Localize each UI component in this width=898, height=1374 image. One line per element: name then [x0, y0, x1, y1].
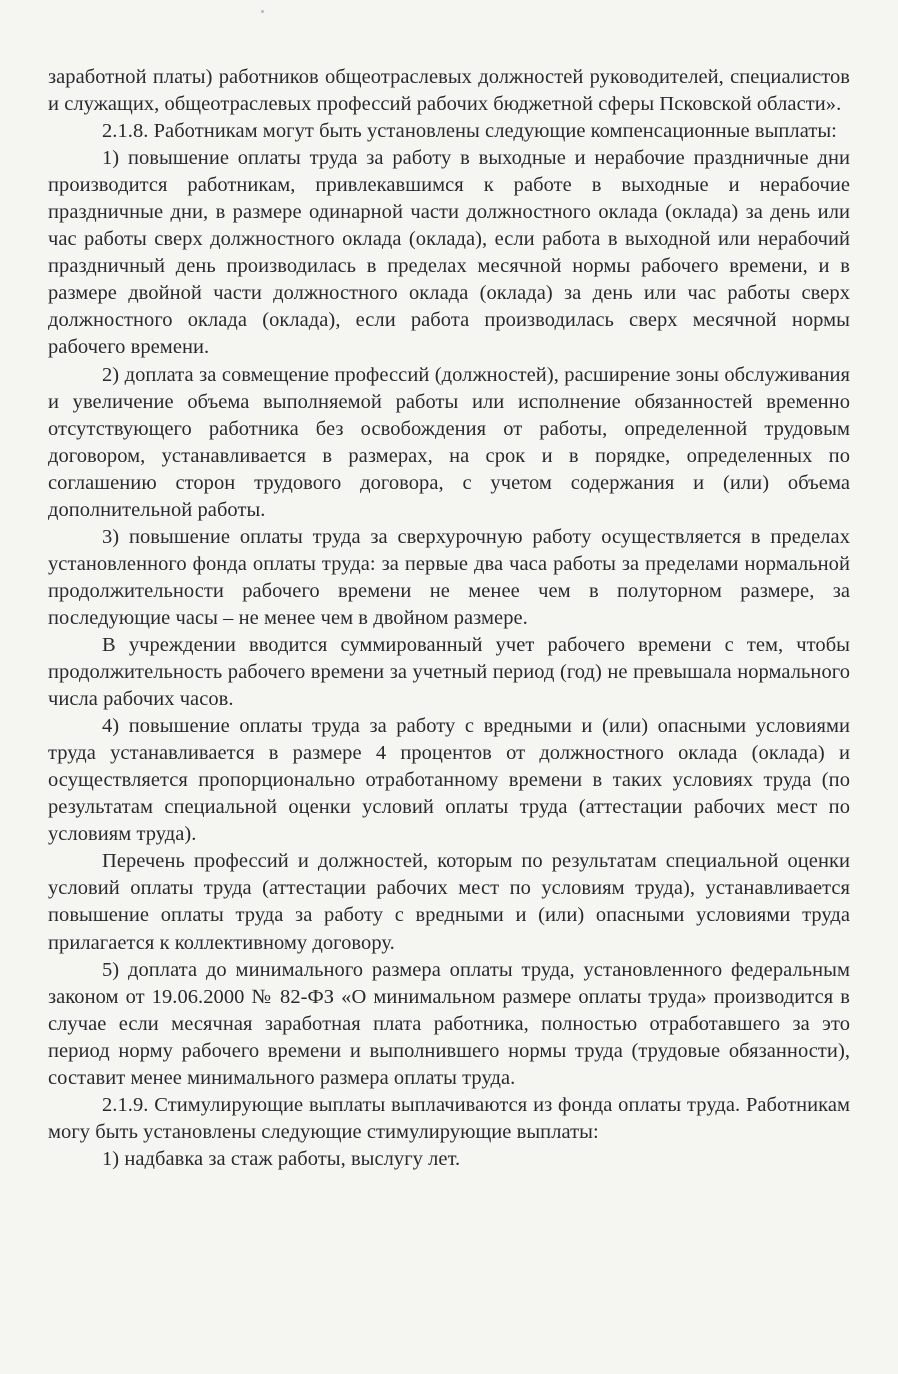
paragraph-item-4-hazardous-pay: 4) повышение оплаты труда за работу с вредными и (или) опасными условиями труда устанавливается в размере 4 процентов от должностного оклада (оклада) и осуществляется пропорционально отработанному времени в таких условиях труда (по результатам специальной оценки условий оплаты труда (аттестации рабочих мест по условиям труда). [48, 715, 850, 846]
paragraph-item-5-minimum-wage: 5) доплата до минимального размера оплаты труда, установленного федеральным законом от 19.06.2000 № 82-ФЗ «О минимальном размере оплаты труда» производится в случае если месячная заработная плата работника, полностью отработавшего за это период норму рабочего времени и выполнившего нормы труда (трудовые обязанности), составит менее минимального размера оплаты труда. [48, 958, 850, 1089]
paragraph-summarized-accounting: В учреждении вводится суммированный учет рабочего времени с тем, чтобы продолжительность рабочего времени за учетный период (год) не превышала нормального числа рабочих часов. [48, 633, 850, 711]
scan-speck [261, 10, 264, 13]
paragraph-2-1-9: 2.1.9. Стимулирующие выплаты выплачиваются из фонда оплаты труда. Работникам могу быть установлены следующие стимулирующие выплаты: [48, 1093, 850, 1143]
paragraph-seniority-bonus: 1) надбавка за стаж работы, выслугу лет. [102, 1147, 461, 1170]
document-body [48, 64, 850, 1173]
paragraph-professions-list: Перечень профессий и должностей, которым по результатам специальной оценки условий оплаты труда (аттестации рабочих мест по условиям труда), устанавливается повышение оплаты труда за работу с вредными и (или) опасными условиями труда прилагается к коллективному договору. [48, 850, 850, 954]
paragraph-continuation: заработной платы) работников общеотраслевых должностей руководителей, специалистов и служащих, общеотраслевых профессий рабочих бюджетной сферы Псковской области». [48, 66, 850, 116]
paragraph-item-2-combination-pay: 2) доплата за совмещение профессий (должностей), расширение зоны обслуживания и увеличение объема выполняемой работы или исполнение обязанностей временно отсутствующего работника без освобождения от работы, определенной трудовым договором, устанавливается в размерах, на срок и в порядке, определенных по соглашению сторон трудового договора, с учетом содержания и (или) объема дополнительной работы. [48, 363, 850, 521]
paragraph-2-1-8: 2.1.8. Работникам могут быть установлены следующие компенсационные выплаты: [102, 120, 837, 143]
paragraph-item-1-weekend-pay: 1) повышение оплаты труда за работу в выходные и нерабочие праздничные дни производится работникам, привлекавшимся к работе в выходные и нерабочие праздничные дни, в размере одинарной части должностного оклада (оклада) за день или час работы сверх должностного оклада (оклада), если работа в выходной или нерабочий праздничный день производилась в пределах месячной нормы рабочего времени, и в размере двойной части должностного оклада (оклада) за день или час работы сверх должностного оклада (оклада), если работа производилась сверх месячной нормы рабочего времени. [48, 147, 850, 359]
paragraph-item-3-overtime-pay: 3) повышение оплаты труда за сверхурочную работу осуществляется в пределах установленного фонда оплаты труда: за первые два часа работы за пределами нормальной продолжительности рабочего времени не менее чем в полуторном размере, за последующие часы – не менее чем в двойном размере. [48, 525, 850, 629]
